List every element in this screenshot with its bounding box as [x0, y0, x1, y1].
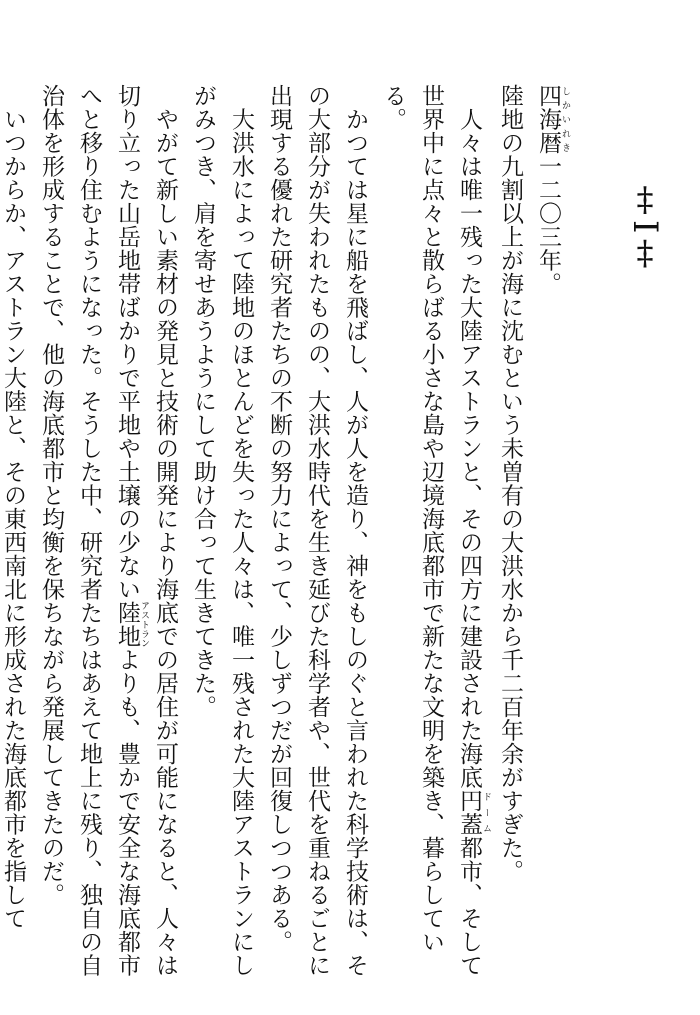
chapter-mark: ‡I‡: [625, 180, 665, 274]
paragraph-2-ruby: [456, 789, 491, 836]
paragraph-5-ruby-reading: アストラン: [139, 601, 149, 648]
heading-year: 一二〇三年。: [535, 154, 561, 296]
paragraph-2-ruby-base: 円蓋: [456, 789, 482, 836]
paragraph-5-ruby: [114, 601, 149, 648]
heading-ruby-reading: しかいれき: [560, 84, 570, 155]
paragraph-3: [260, 84, 374, 984]
paragraph-5-before: やがて新しい素材の発見と技術の開発により海底での居住が可能になると、人々は切り立った山岳地帯ばかりで平地や土壌の少ない: [114, 84, 178, 977]
paragraph-2-before: 人々は唯一残った大陸アストランと、その四方に建設された海底: [456, 107, 482, 789]
paragraph-6-before: いつからか、アストラン大陸と、その東西南北に形成された海底都市を指して: [0, 107, 26, 930]
paragraph-5: [32, 84, 184, 984]
paragraph-4-text: 大洪水によって陸地のほとんどを失った人々は、唯一残された大陸アストランにしがみつき、肩を寄せあうようにして助け合って生きてきた。: [190, 84, 254, 977]
paragraph-3-text: かつては星に船を飛ばし、人が人を造り、神をもしのぐと言われた科学技術は、その大部分が失われたものの、大洪水時代を生き延びた科学者や、世代を重ねるごとに出現する優れた研究者たちの不断の努力によって、少しずつだが回復しつつある。: [266, 84, 368, 977]
paragraph-2: [374, 84, 491, 984]
paragraph-5-after: よりも、豊かで安全な海底都市へと移り住むようになった。そうした中、研究者たちはあえて地上に残り、独自の自治体を形成することで、他の海底都市と均衡を保ちながら発展してきたのだ。: [38, 84, 140, 977]
paragraph-1-text: 陸地の九割以上が海に沈むという未曽有の大洪水から千二百年余がすぎた。: [497, 84, 523, 883]
heading-ruby-base: 四海暦: [535, 84, 561, 155]
paragraph-5-ruby-base: 陸地: [114, 601, 140, 648]
paragraph-2-after: 都市、そして世界中に点々と散らばる小さな島や辺境海底都市で新たな文明を築き、暮らしている。: [380, 84, 482, 977]
vertical-text-body: [0, 84, 570, 984]
heading-ruby: [535, 84, 570, 155]
paragraph-2-ruby-reading: ドーム: [481, 789, 491, 836]
paragraph-4: [184, 84, 260, 984]
paragraph-1: [491, 84, 529, 984]
chapter-heading: [529, 84, 570, 984]
paragraph-6: [0, 84, 32, 984]
